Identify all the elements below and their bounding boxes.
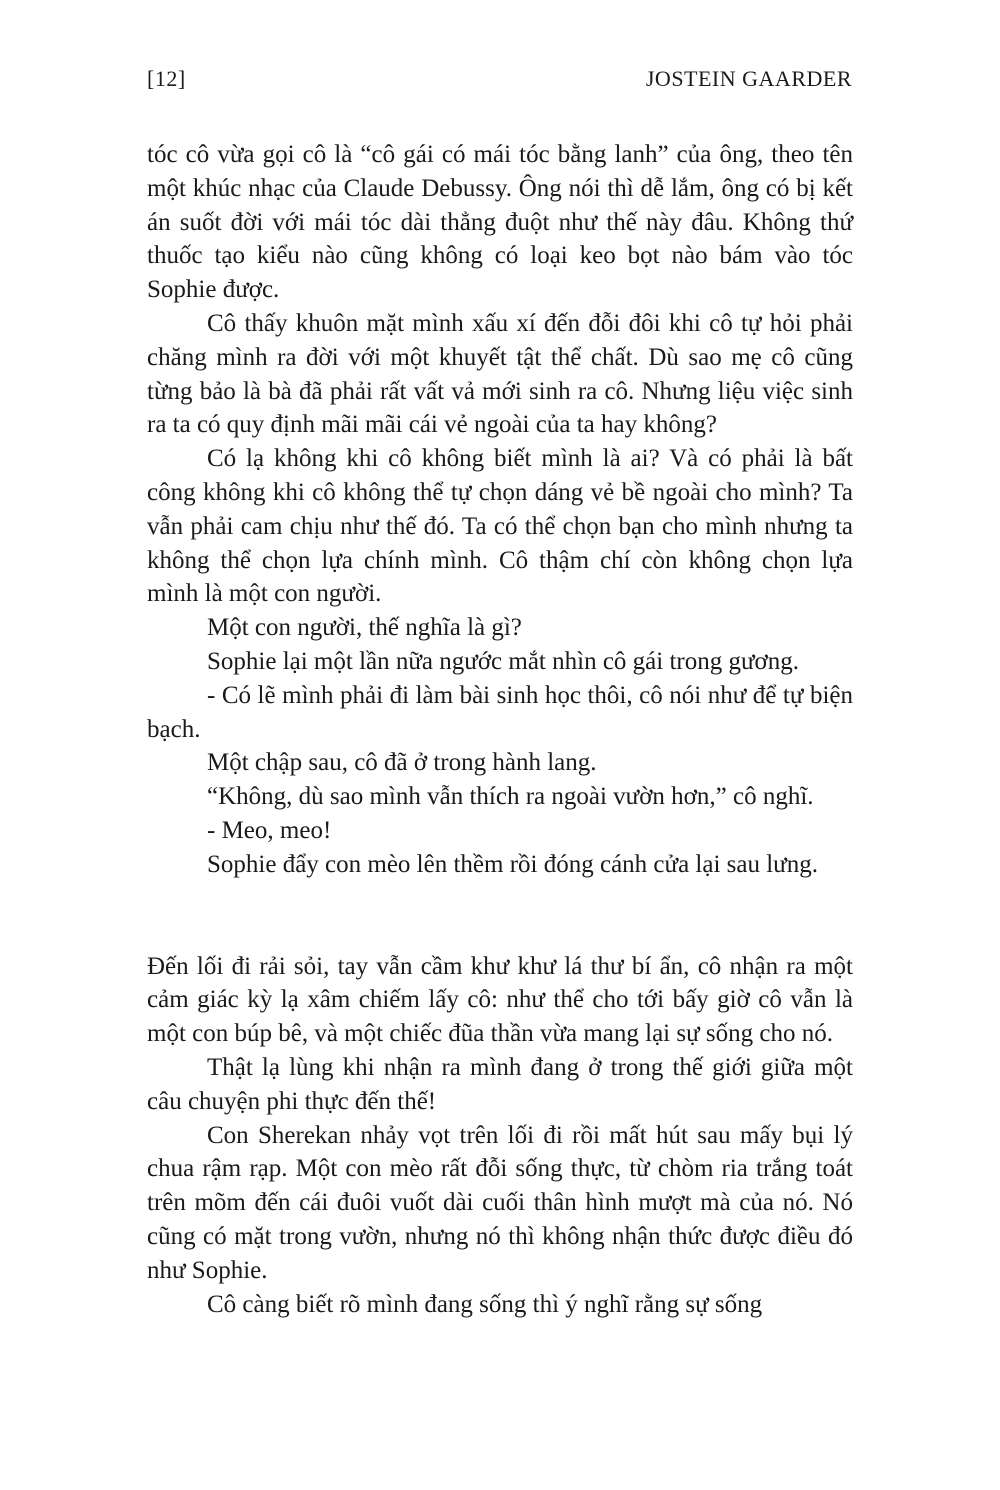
dialogue-line: - Có lẽ mình phải đi làm bài sinh học thôi, cô nói như để tự biện bạch.: [147, 681, 853, 743]
dialogue-line: “Không, dù sao mình vẫn thích ra ngoài vườn hơn,” cô nghĩ.: [207, 783, 814, 811]
page-body: [147, 138, 853, 1321]
section-break: [147, 882, 853, 950]
dialogue-line: - Meo, meo!: [207, 816, 332, 844]
paragraph: tóc cô vừa gọi cô là “cô gái có mái tóc bằng lanh” của ông, theo tên một khúc nhạc của Claude Debussy. Ông nói thì dễ lắm, ông có bị kết án suốt đời với mái tóc dài thẳng đuột như thế này đâu. Không thứ thuốc tạo kiểu nào cũng không có loại keo bọt nào bám vào tóc Sophie được.: [147, 141, 853, 304]
running-header: [147, 66, 852, 92]
author-name: JOSTEIN GAARDER: [645, 66, 852, 91]
paragraph: Cô thấy khuôn mặt mình xấu xí đến đỗi đôi khi cô tự hỏi phải chăng mình ra đời với một khuyết tật thể chất. Dù sao mẹ cô cũng từng bảo là bà đã phải rất vất vả mới sinh ra cô. Nhưng liệu việc sinh ra ta có quy định mãi mãi cái vẻ ngoài của ta hay không?: [147, 309, 853, 439]
paragraph: Cô càng biết rõ mình đang sống thì ý nghĩ rằng sự sống: [207, 1290, 763, 1318]
paragraph: Có lạ không khi cô không biết mình là ai? Và có phải là bất công không khi cô không thể tự chọn dáng vẻ bề ngoài cho mình? Ta vẫn phải cam chịu như thế đó. Ta có thể chọn bạn cho mình nhưng ta không thể chọn lựa chính mình. Cô thậm chí còn không chọn lựa mình là một con người.: [147, 445, 853, 608]
page-number: [12]: [147, 66, 186, 91]
paragraph: Một con người, thế nghĩa là gì?: [207, 614, 522, 642]
paragraph: Sophie lại một lần nữa ngước mắt nhìn cô gái trong gương.: [207, 647, 799, 675]
paragraph: Sophie đẩy con mèo lên thềm rồi đóng cánh cửa lại sau lưng.: [207, 850, 818, 878]
paragraph: Một chập sau, cô đã ở trong hành lang.: [207, 749, 597, 777]
paragraph: Thật lạ lùng khi nhận ra mình đang ở trong thế giới giữa một câu chuyện phi thực đến thế!: [147, 1053, 853, 1115]
paragraph: Đến lối đi rải sỏi, tay vẫn cầm khư khư lá thư bí ẩn, cô nhận ra một cảm giác kỳ lạ xâm chiếm lấy cô: như thể cho tới bấy giờ cô vẫn là một con búp bê, và một chiếc đũa thần vừa mang lại sự sống cho nó.: [147, 952, 853, 1048]
paragraph: Con Sherekan nhảy vọt trên lối đi rồi mất hút sau mấy bụi lý chua rậm rạp. Một con mèo rất đỗi sống thực, từ chòm ria trắng toát trên mõm đến cái đuôi vuốt dài cuối thân hình mượt mà của nó. Nó cũng có mặt trong vườn, nhưng nó thì không nhận thức được điều đó như Sophie.: [147, 1121, 853, 1284]
